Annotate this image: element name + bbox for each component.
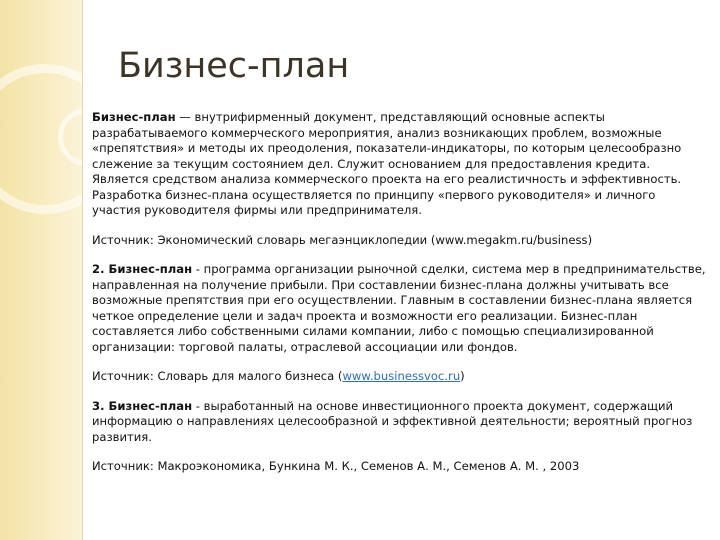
definition-1	[92, 110, 706, 219]
decorative-side-panel	[0, 0, 82, 540]
definition-1-text: — внутрифирменный документ, представляющий основные аспекты разрабатываемого коммерческого мероприятия, анализ возникающих проблем, возможные «препятствия» и методы их преодоления, показатели-индикаторы, по которым целесообразно слежение за текущим состоянием дел. Служит основанием для предоставления кредита. Является средством анализа коммерческого проекта на его реалистичность и эффективность. Разработка бизнес-плана осуществляется по принципу «первого руководителя» и личного участия руководителя фирмы или предпринимателя.	[92, 110, 682, 217]
definition-2-term: 2. Бизнес-план	[92, 262, 193, 276]
source-3: Источник: Макроэкономика, Бункина М. К., Семенов А. М., Семенов А. М. , 2003	[92, 459, 580, 473]
source-2	[92, 369, 706, 385]
definition-3	[92, 399, 706, 446]
definition-3-text: - выработанный на основе инвестиционного проекта документ, содержащий информацию о направлениях целесообразной и эффективной деятельности; вероятный прогноз развития.	[92, 398, 693, 444]
panel-divider	[82, 0, 83, 540]
definition-2	[92, 262, 706, 355]
definition-2-text: - программа организации рыночной сделки, система мер в предпринимательстве, направленная на получение прибыли. При составлении бизнес-плана должны учитывать все возможные препятствия при его осуществлении. Главным в составлении бизнес-плана является четкое определение цели и задач проекта и возможности его реализации. Бизнес-план составляется либо собственными силами компании, либо с помощью специализированной организации: торговой палаты, отраслевой ассоциации или фондов.	[92, 262, 706, 354]
source-2-prefix: Источник: Словарь для малого бизнеса (	[92, 369, 343, 383]
source-2-link[interactable]: www.businessvoc.ru	[342, 369, 461, 383]
source-2-suffix: )	[460, 369, 465, 383]
definition-1-term: Бизнес-план	[92, 110, 176, 124]
slide-title: Бизнес-план	[118, 46, 350, 86]
slide-body	[92, 110, 706, 489]
source-1: Источник: Экономический словарь мегаэнциклопедии (www.megakm.ru/business)	[92, 232, 593, 247]
definition-3-term: 3. Бизнес-план	[92, 398, 193, 413]
